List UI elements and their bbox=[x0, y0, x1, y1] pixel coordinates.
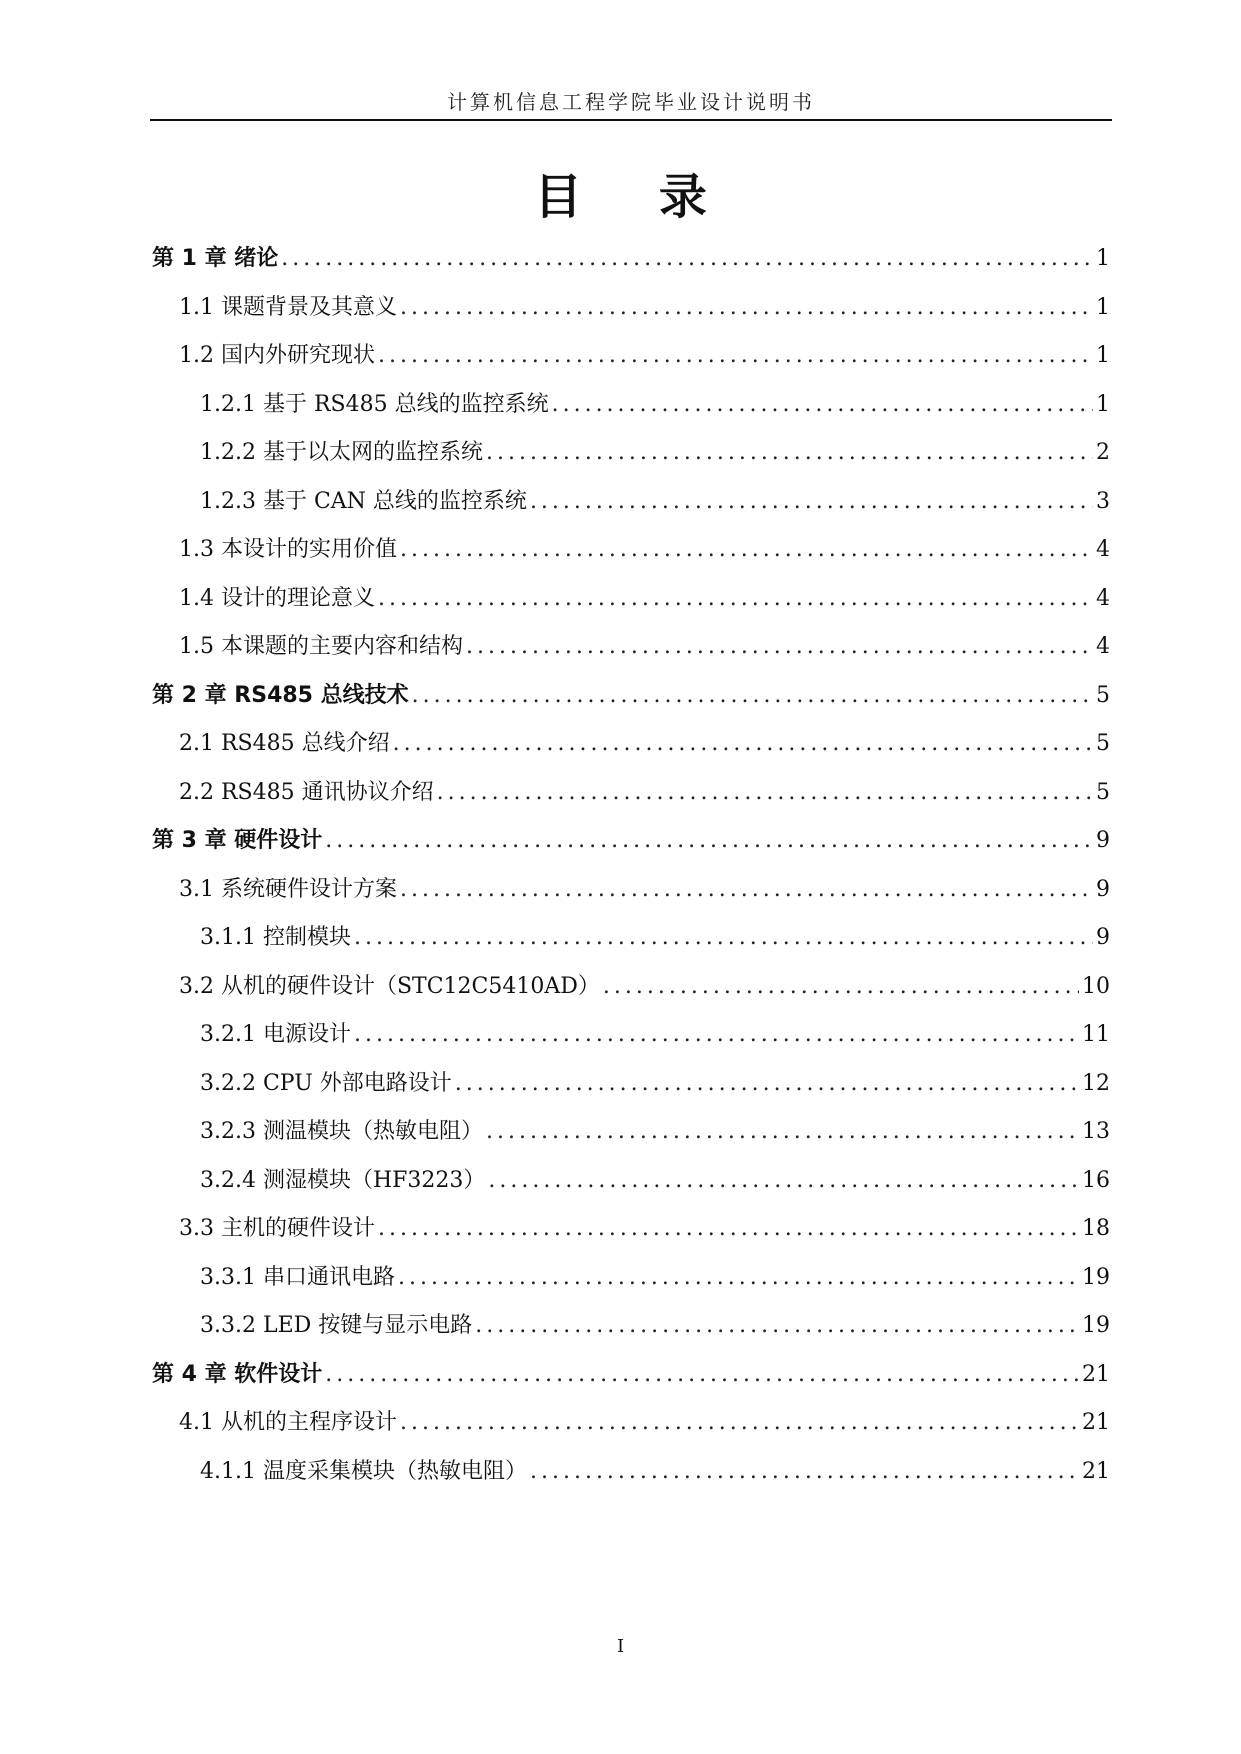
toc-entry-title: 3.2.3 测温模块（热敏电阻） bbox=[200, 1119, 483, 1144]
toc-dot-leader bbox=[325, 1362, 1079, 1388]
toc-dot-leader bbox=[486, 1119, 1079, 1145]
toc-entry-title: 第 4 章 软件设计 bbox=[152, 1361, 323, 1387]
toc-dot-leader bbox=[530, 1459, 1079, 1485]
toc-page-number: 9 bbox=[1096, 876, 1110, 902]
toc-entry[interactable] bbox=[179, 620, 1110, 660]
toc-entry[interactable] bbox=[179, 717, 1110, 757]
toc-page-number: 19 bbox=[1082, 1313, 1110, 1338]
toc-page-number: 5 bbox=[1096, 682, 1110, 708]
toc-entry[interactable] bbox=[200, 1251, 1110, 1291]
toc-page-number: 13 bbox=[1082, 1119, 1110, 1144]
toc-entry[interactable] bbox=[200, 911, 1110, 951]
toc-entry-title: 2.1 RS485 总线介绍 bbox=[179, 731, 390, 756]
page-title: 目 录 bbox=[534, 169, 737, 225]
toc-entry-title: 1.2.3 基于 CAN 总线的监控系统 bbox=[200, 488, 527, 514]
toc-entry[interactable] bbox=[179, 329, 1110, 369]
toc-dot-leader bbox=[400, 295, 1093, 321]
toc-dot-leader bbox=[530, 489, 1093, 515]
toc-entry-title: 3.2.2 CPU 外部电路设计 bbox=[200, 1070, 452, 1096]
toc-page-number: 21 bbox=[1082, 1361, 1110, 1387]
toc-dot-leader bbox=[475, 1313, 1079, 1339]
toc-dot-leader bbox=[552, 392, 1093, 418]
toc-dot-leader bbox=[393, 731, 1093, 757]
toc-dot-leader bbox=[437, 780, 1093, 806]
page-number: I bbox=[616, 1636, 625, 1657]
toc-entry-title: 1.1 课题背景及其意义 bbox=[179, 294, 397, 320]
toc-entry[interactable] bbox=[152, 232, 1110, 272]
toc-page-number: 9 bbox=[1096, 828, 1110, 853]
toc-page-number: 18 bbox=[1082, 1216, 1110, 1241]
toc-dot-leader bbox=[603, 974, 1079, 1000]
toc-dot-leader bbox=[486, 440, 1093, 466]
toc-dot-leader bbox=[378, 1216, 1079, 1242]
running-header: 计算机信息工程学院毕业设计说明书 bbox=[447, 90, 815, 114]
toc-dot-leader bbox=[378, 343, 1093, 369]
toc-page-number: 4 bbox=[1096, 585, 1110, 611]
toc-entry-title: 第 1 章 绪论 bbox=[152, 246, 279, 271]
toc-entry[interactable] bbox=[200, 1057, 1110, 1097]
toc-entry[interactable] bbox=[179, 1396, 1110, 1436]
toc-dot-leader bbox=[400, 537, 1093, 563]
toc-dot-leader bbox=[488, 1168, 1079, 1194]
toc-entry[interactable] bbox=[200, 475, 1110, 515]
toc-dot-leader bbox=[400, 877, 1093, 903]
toc-entry-title: 4.1 从机的主程序设计 bbox=[179, 1410, 397, 1435]
toc-entry-title: 3.2.1 电源设计 bbox=[200, 1022, 351, 1047]
toc-page-number: 1 bbox=[1096, 294, 1110, 320]
toc-page-number: 2 bbox=[1096, 440, 1110, 465]
toc-dot-leader bbox=[354, 925, 1093, 951]
toc-entry[interactable] bbox=[200, 378, 1110, 418]
toc-entry[interactable] bbox=[200, 1299, 1110, 1339]
toc-entry-title: 1.3 本设计的实用价值 bbox=[179, 537, 397, 562]
toc-entry-title: 3.1 系统硬件设计方案 bbox=[179, 876, 397, 902]
toc-entry[interactable] bbox=[179, 523, 1110, 563]
toc-page-number: 9 bbox=[1096, 925, 1110, 950]
toc-entry[interactable] bbox=[200, 1008, 1110, 1048]
toc-dot-leader bbox=[354, 1022, 1079, 1048]
header-rule bbox=[150, 119, 1112, 121]
toc-entry[interactable] bbox=[200, 1105, 1110, 1145]
toc-entry[interactable] bbox=[152, 814, 1110, 854]
toc-entry-title: 2.2 RS485 通讯协议介绍 bbox=[179, 779, 434, 805]
toc-entry-title: 3.3.2 LED 按键与显示电路 bbox=[200, 1313, 473, 1338]
toc-page-number: 5 bbox=[1096, 731, 1110, 756]
toc-dot-leader bbox=[455, 1071, 1079, 1097]
toc-entry-title: 1.4 设计的理论意义 bbox=[179, 585, 375, 611]
toc-entry-title: 第 3 章 硬件设计 bbox=[152, 828, 323, 853]
toc-entry[interactable] bbox=[179, 281, 1110, 321]
toc-entry-title: 1.2.2 基于以太网的监控系统 bbox=[200, 440, 483, 465]
toc-entry[interactable] bbox=[179, 960, 1110, 1000]
toc-entry-title: 1.2.1 基于 RS485 总线的监控系统 bbox=[200, 391, 549, 417]
toc-entry-title: 第 2 章 RS485 总线技术 bbox=[152, 682, 409, 708]
toc-entry-title: 1.2 国内外研究现状 bbox=[179, 343, 375, 368]
toc-page-number: 10 bbox=[1082, 973, 1110, 999]
toc-dot-leader bbox=[466, 634, 1093, 660]
toc-page-number: 21 bbox=[1082, 1410, 1110, 1435]
toc-dot-leader bbox=[400, 1410, 1079, 1436]
toc-entry[interactable] bbox=[200, 1445, 1110, 1485]
toc-dot-leader bbox=[412, 683, 1093, 709]
toc-entry[interactable] bbox=[179, 1202, 1110, 1242]
toc-entry[interactable] bbox=[152, 1348, 1110, 1388]
toc-entry-title: 3.1.1 控制模块 bbox=[200, 925, 351, 950]
toc-entry-title: 1.5 本课题的主要内容和结构 bbox=[179, 634, 463, 659]
toc-dot-leader bbox=[398, 1265, 1079, 1291]
toc-dot-leader bbox=[325, 828, 1093, 854]
toc-page-number: 21 bbox=[1082, 1458, 1110, 1484]
toc-page-number: 16 bbox=[1082, 1167, 1110, 1193]
toc-page-number: 3 bbox=[1096, 488, 1110, 514]
toc-page-number: 1 bbox=[1096, 343, 1110, 368]
toc-entry-title: 3.2.4 测湿模块（HF3223） bbox=[200, 1167, 486, 1193]
toc-page-number: 5 bbox=[1096, 779, 1110, 805]
toc-page-number: 1 bbox=[1096, 391, 1110, 417]
toc-entry[interactable] bbox=[179, 572, 1110, 612]
toc-page-number: 1 bbox=[1096, 246, 1110, 271]
toc-entry[interactable] bbox=[200, 426, 1110, 466]
toc-entry[interactable] bbox=[152, 669, 1110, 709]
toc-dot-leader bbox=[378, 586, 1093, 612]
toc-page-number: 19 bbox=[1082, 1264, 1110, 1290]
toc-entry[interactable] bbox=[179, 766, 1110, 806]
toc-page-number: 4 bbox=[1096, 537, 1110, 562]
toc-page-number: 4 bbox=[1096, 634, 1110, 659]
toc-entry-title: 3.3.1 串口通讯电路 bbox=[200, 1264, 395, 1290]
toc-entry[interactable] bbox=[200, 1154, 1110, 1194]
toc-entry-title: 3.3 主机的硬件设计 bbox=[179, 1216, 375, 1241]
toc-entry-title: 4.1.1 温度采集模块（热敏电阻） bbox=[200, 1458, 527, 1484]
toc-page-number: 11 bbox=[1082, 1022, 1110, 1047]
toc-entry[interactable] bbox=[179, 863, 1110, 903]
toc-page-number: 12 bbox=[1082, 1070, 1110, 1096]
toc-entry-title: 3.2 从机的硬件设计（STC12C5410AD） bbox=[179, 973, 600, 999]
toc-dot-leader bbox=[281, 246, 1093, 272]
